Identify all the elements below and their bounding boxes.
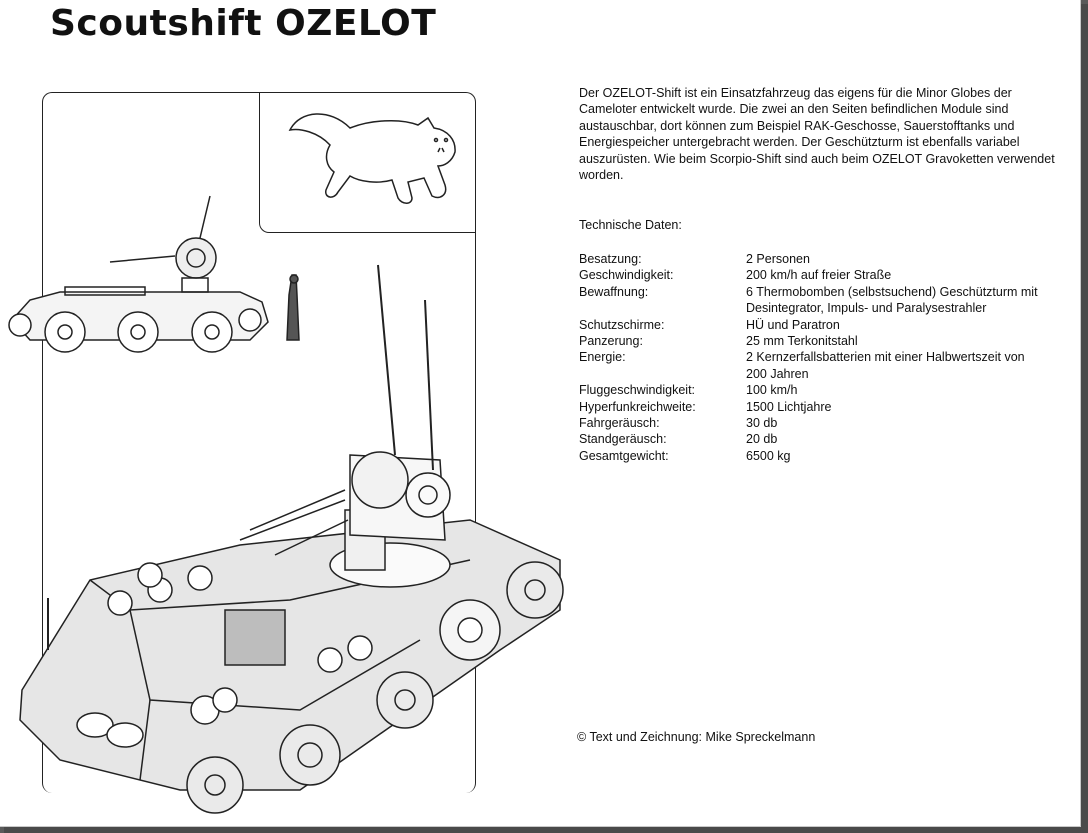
side-view-vehicle (9, 196, 299, 352)
spec-value: 2 Personen (746, 252, 810, 266)
spec-value: 6 Thermobomben (selbstsuchend) Geschützturm mit Desintegrator, Impuls- und Paralysestrahler (746, 284, 1038, 316)
main-vehicle (20, 265, 563, 813)
spec-row (579, 415, 1046, 431)
spec-value: 2 Kernzerfallsbatterien mit einer Halbwertszeit von 200 Jahren (746, 350, 1025, 381)
spec-row (579, 284, 1046, 317)
spec-label: Fluggeschwindigkeit: (579, 383, 696, 398)
intro-paragraph: Der OZELOT-Shift ist ein Einsatzfahrzeug das eigens für die Minor Globes der Cameloter entwickelt wurde. Die zwei an den Seiten befindlichen Module sind austauschbar, dort können zum Beispiel RAK-Geschosse, Sauerstofftanks und Energiespeicher untergebracht werden. Der Geschützturm ist ebenfalls variabel auszurüsten. Wie beim Scorpio-Shift sind auch beim OZELOT Gravoketten verwendet worden. (579, 86, 1055, 183)
spec-label: Standgeräusch: (579, 432, 667, 447)
spec-value: 100 km/h (746, 383, 798, 398)
page-title: Scoutshift OZELOT (50, 3, 437, 44)
credit-line: © Text und Zeichnung: Mike Spreckelmann (577, 730, 816, 744)
spec-label: Geschwindigkeit: (579, 268, 674, 283)
spec-value: 1500 Lichtjahre (746, 399, 832, 414)
spec-value: 30 db (746, 416, 778, 431)
spec-label: Fahrgeräusch: (579, 416, 660, 431)
spec-row (579, 399, 1046, 415)
spec-value: 200 km/h auf freier Straße (746, 268, 892, 283)
spec-value: 20 db (746, 432, 778, 447)
spec-row (579, 317, 1046, 333)
spec-row (579, 349, 1046, 382)
spec-row (579, 448, 1046, 464)
spec-label: Hyperfunkreichweite: (579, 399, 696, 414)
spec-label: Gesamtgewicht: (579, 448, 669, 463)
spec-label: Schutzschirme: (579, 317, 665, 332)
spec-value: 25 mm Terkonitstahl (746, 334, 858, 349)
spec-value: 6500 kg (746, 448, 791, 463)
spec-row (579, 382, 1046, 398)
spec-label: Besatzung: (579, 252, 642, 266)
spec-table (579, 251, 1046, 464)
page-shadow-right (1080, 4, 1088, 833)
tech-data-heading: Technische Daten: (579, 218, 682, 232)
page-shadow-bottom (4, 826, 1088, 833)
spec-label: Energie: (579, 350, 626, 365)
spec-label: Panzerung: (579, 334, 643, 349)
vehicle-illustration (0, 80, 580, 826)
spec-label: Bewaffnung: (579, 284, 649, 299)
spec-value: HÜ und Paratron (746, 317, 840, 332)
spec-row (579, 431, 1046, 447)
cat-drawing (290, 114, 455, 203)
spec-row (579, 333, 1046, 349)
spec-row (579, 267, 1046, 283)
spec-row (579, 251, 1046, 267)
